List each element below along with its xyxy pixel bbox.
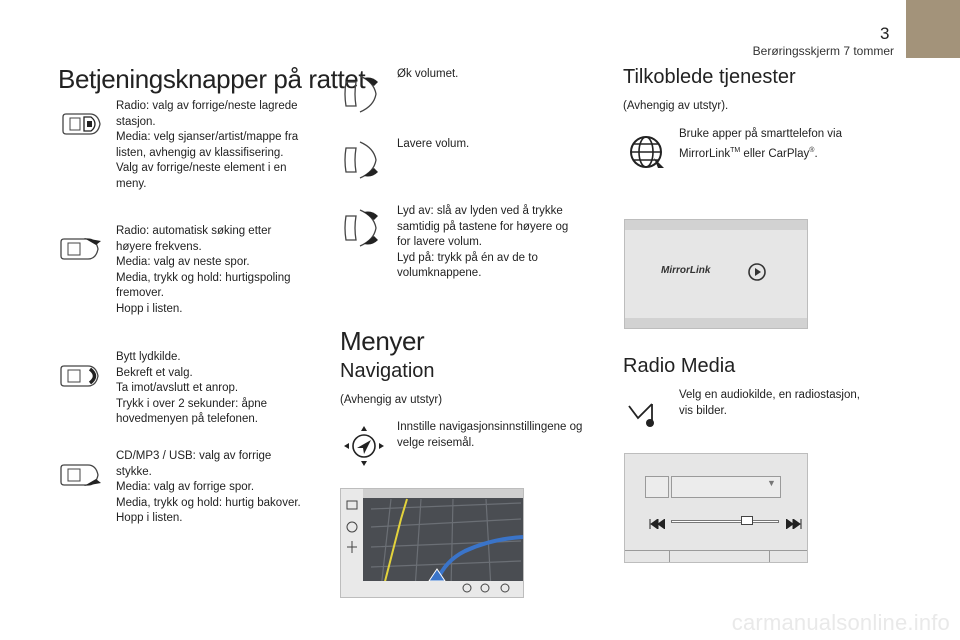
steering-button-left-up-icon (60, 112, 104, 136)
navigation-icon (342, 424, 386, 468)
steering-button-left-down-icon (58, 236, 104, 262)
chapter-tab (906, 0, 960, 58)
mute-text: Lyd av: slå av lyden ved å trykke samtidig på tastene for høyere og for lavere volum. Lyd på: trykk på én av de to volumknappene. (397, 205, 569, 279)
steering-item-3-text: Bytt lydkilde. Bekreft et valg. Ta imot/avslutt et anrop. Trykk i over 2 sekunder: åpne hovedmenyen på telefonen. (116, 351, 268, 425)
volume-up-text: Øk volumet. (397, 68, 459, 80)
radio-dropdown-icon: ▼ (767, 478, 776, 488)
volume-down-icon (340, 138, 384, 182)
menus-title: Menyer (340, 326, 425, 356)
mirrorlink-screen (624, 219, 808, 329)
steering-controls-title: Betjeningsknapper på rattet (58, 64, 366, 94)
navigation-title: Navigation (340, 360, 435, 382)
page-header: Berøringsskjerm 7 tommer (752, 44, 894, 58)
steering-item-1-text: Radio: valg av forrige/neste lagrede stasjon. Media: velg sjanser/artist/mappe fra listen, avhengig av klassifisering. Valg av forrige/neste element i en meny. (116, 100, 299, 190)
steering-button-left-back-icon (58, 462, 104, 488)
mirrorlink-logo: MirrorLink (661, 265, 711, 276)
radio-media-icon (626, 394, 666, 430)
track-progress-bar (671, 520, 779, 523)
carplay-play-icon (747, 262, 767, 287)
volume-down-text: Lavere volum. (397, 138, 470, 150)
steering-item-4-text: CD/MP3 / USB: valg av forrige stykke. Media: valg av forrige spor. Media, trykk og hold: hurtig bakover. Hopp i listen. (116, 450, 301, 524)
connected-globe-icon (626, 132, 666, 172)
radio-media-text: Velg en audiokilde, en radiostasjon, vis bilder. (679, 389, 860, 417)
mute-icon (340, 206, 384, 250)
connected-services-note: (Avhengig av utstyr). (623, 100, 729, 112)
watermark: carmanualsonline.info (731, 610, 950, 635)
previous-track-icon (649, 516, 665, 534)
radio-media-title: Radio Media (623, 355, 736, 377)
page-number: 3 (880, 24, 890, 43)
connected-services-text: Bruke apper på smarttelefon via MirrorLink™ eller CarPlay®. (679, 128, 843, 160)
radio-media-screen (624, 453, 808, 563)
navigation-screen (340, 488, 524, 598)
connected-services-title: Tilkoblede tjenester (623, 66, 796, 88)
steering-item-2-text: Radio: automatisk søking etter høyere frekvens. Media: valg av neste spor. Media, trykk og hold: hurtigspoling fremover. Hopp i listen. (116, 225, 291, 315)
volume-up-icon (340, 72, 384, 116)
next-track-icon (786, 516, 802, 534)
steering-button-left-press-icon (58, 363, 104, 389)
navigation-text: Innstille navigasjonsinnstillingene og velge reisemål. (397, 421, 583, 449)
track-progress-handle (741, 516, 753, 525)
navigation-note: (Avhengig av utstyr) (340, 394, 443, 406)
